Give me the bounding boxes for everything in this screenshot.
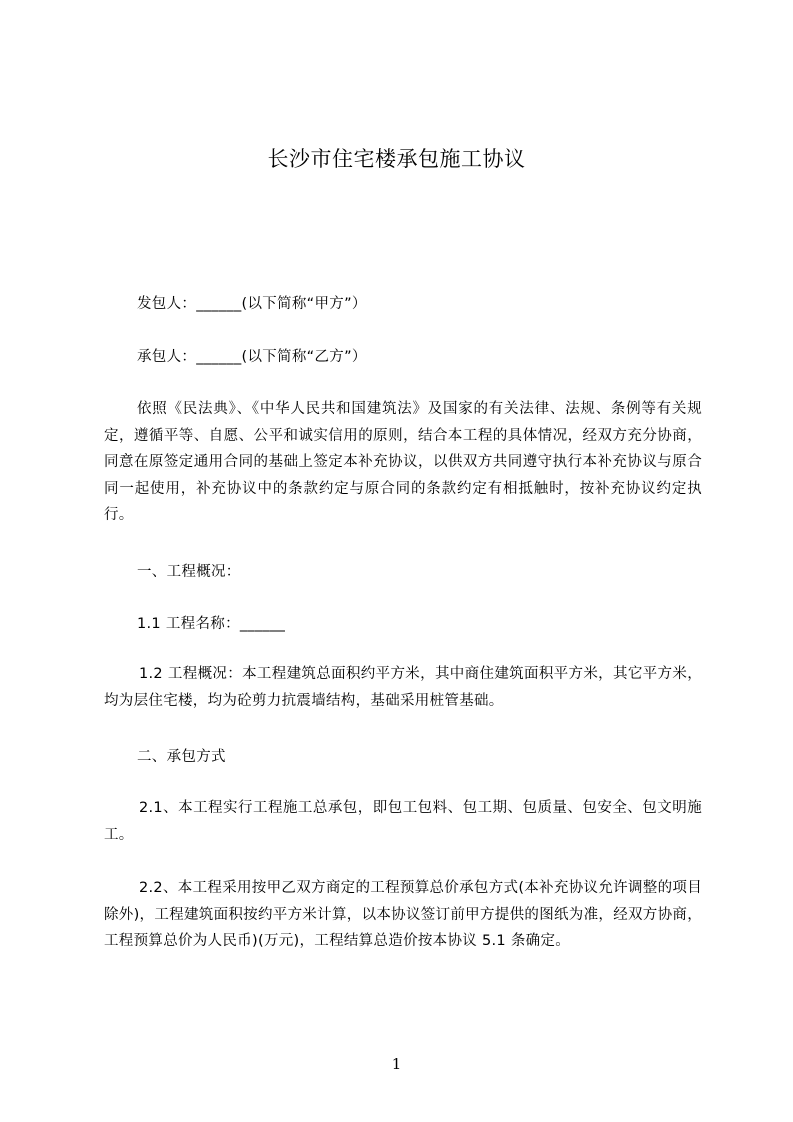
item-2-2: 2.2、本工程采用按甲乙双方商定的工程预算总价承包方式(本补充协议允许调整的项目除外)，工程建筑面积按约平方米计算，以本协议签订前甲方提供的图纸为准，经双方协商，工程预算总价为人民币)(万元)，工程结算总造价按本协议 5.1 条确定。 [104,880,702,949]
page-number: 1 [391,1055,402,1073]
section-1-heading: 一、工程概况： [137,564,241,580]
item-2-1: 2.1、本工程实行工程施工总承包，即包工包料、包工期、包质量、包安全、包文明施工。 [104,800,702,843]
item-1-1: 1.1 工程名称：______ [137,616,286,632]
party-b-line: 承包人：______(以下简称“乙方”） [137,349,367,365]
preamble-paragraph: 依照《民法典》、《中华人民共和国建筑法》及国家的有关法律、法规、条例等有关规定，遵循平等、自愿、公平和诚实信用的原则，结合本工程的具体情况，经双方充分协商，同意在原签定通用合同的基础上签定本补充协议，以供双方共同遵守执行本补充协议与原合同一起使用，补充协议中的条款约定与原合同的条款约定有相抵触时，按补充协议约定执行。 [104,401,702,523]
item-1-2: 1.2 工程概况：本工程建筑总面积约平方米，其中商住建筑面积平方米，其它平方米，均为层住宅楼，均为砼剪力抗震墙结构，基础采用桩管基础。 [104,666,702,709]
party-a-line: 发包人：______(以下简称“甲方”） [137,296,367,312]
document-title: 长沙市住宅楼承包施工协议 [267,147,526,171]
section-2-heading: 二、承包方式 [137,749,226,765]
